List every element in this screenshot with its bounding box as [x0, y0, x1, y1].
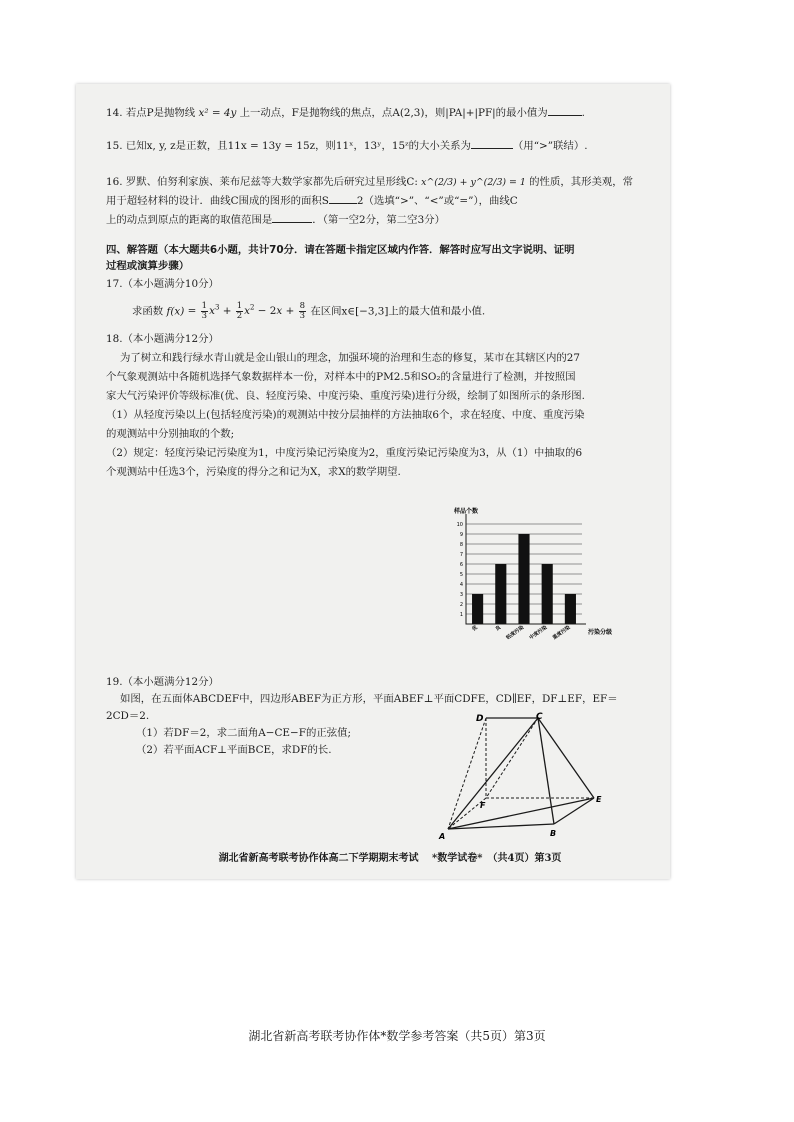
y-tick-label: 4 [459, 582, 463, 588]
question-18: 18.（本小题满分12分） 为了树立和践行绿水青山就是金山银山的理念，加强环境的治理和生态的修复，某市在其辖区内的27 个气象观测站中各随机选择气象数据样本一份，对样本中的PM2.5和SO₂的含量进行了检测，并按照国 家大气污染评价等级标准(优、良、轻度污染、中度污染、重度污染)进行分级，绘制了如图所示的条形图. （1）从轻度污染以上(包括轻度污染)的观测站中按分层抽样的方法抽取6个，求在轻度、中度、重度污染 的观测站中分别抽取的个数; （2）规定：轻度污染记污染度为1，中度污染记污染度为2，重度污染记污染度为3，从（1）中抽取的6 个观测站中任选3个，污染度的得分之和记为X，求X的数学期望. [106, 333, 585, 478]
y-tick-label: 10 [456, 522, 463, 528]
y-tick-label: 9 [459, 532, 463, 538]
y-tick-label: 6 [459, 562, 463, 568]
x-tick-label: 中度污染 [528, 624, 549, 642]
vertex-label-b: B [550, 829, 557, 838]
vertex-label-a: A [439, 832, 446, 841]
answer-blank [548, 105, 582, 116]
bar-3 [518, 534, 529, 624]
question-text: 用于超轻材料的设计．曲线C围成的图形的面积S [106, 195, 329, 207]
question-19: 19.（本小题满分12分） 如图，在五面体ABCDEF中，四边形ABEF为正方形，平面ABEF⊥平面CDFE，CD∥EF，DF⊥EF，EF＝ 2CD＝2. （1）若DF＝2，求二面角A−CE−F的正弦值; （2）若平面ACF⊥平面BCE，求DF的长. [106, 676, 618, 756]
vertex-label-c: C [536, 712, 543, 722]
pentahedron-figure [430, 706, 620, 846]
question-number: 14. [106, 107, 123, 119]
scan-footer: 湖北省新高考联考协作体高二下学期期末考试 *数学试卷* （共4页）第3页 [218, 853, 562, 864]
points-label: （本小题满分12分） [122, 676, 219, 688]
x-axis-label: 污染分级 [588, 629, 613, 636]
points-label: （本小题满分10分） [122, 278, 219, 290]
question-17: 17.（本小题满分10分） 求函数 f(x) = $\frac{1}{3}$ $x^3$ + $\frac{1}{2}$ $x^2 - 2x$ + $\frac{8}{3}$ 在区间x∈[−3,3]上的最大值和最小值. [106, 278, 486, 321]
question-16: 16. 罗默、伯努利家族、莱布尼兹等大数学家都先后研究过星形线C: x^(2/3) + y^(2/3) = 1 的性质，其形美观，常 用于超轻材料的设计．曲线C围成的图形的面积S 2（选填“>”、“<”或“=”），曲线C 上的动点到原点的距离的取值范围是 ．（第一空2分，第二空3分） [106, 176, 634, 226]
question-15 [106, 137, 636, 156]
parabola-equation: x² = 4y [198, 107, 237, 119]
function-expression: = $\frac{1}{3}$ $x^3$ + $\frac{1}{2}$ $x^2 - 2x$ + $\frac{8}{3}$ [187, 300, 306, 321]
section-heading: 四、解答题（本大题共6小题，共计70分．请在答题卡指定区域内作答．解答时应写出文字说明、证明 过程或演算步骤） [106, 244, 575, 272]
astroid-equation: x^(2/3) + y^(2/3) = 1 [421, 177, 526, 188]
vertex-label-f: F [480, 801, 486, 810]
vertex-label-e: E [596, 795, 602, 804]
bar-chart [440, 506, 620, 651]
answer-blank [471, 138, 513, 149]
y-tick-label: 5 [459, 572, 463, 578]
page-footer: 湖北省新高考联考协作体*数学参考答案（共5页）第3页 [248, 1029, 546, 1043]
y-tick-label: 3 [459, 592, 463, 598]
function-name: f(x) [166, 305, 185, 318]
x-tick-label: 轻度污染 [505, 624, 526, 642]
points-label: （本小题满分12分） [122, 333, 219, 345]
question-number: 16. [106, 176, 123, 188]
y-tick-label: 2 [459, 602, 463, 608]
answer-blank-2 [272, 212, 312, 223]
question-text: 已知x, y, z是正数，且11x = 13y = 15z，则11ˣ，13ʸ，15ᶻ的大小关系为 [125, 140, 471, 152]
question-number: 15. [106, 140, 123, 152]
bar-2 [495, 564, 506, 624]
x-tick-label: 优 [471, 624, 479, 633]
y-tick-label: 7 [459, 552, 463, 558]
answer-blank-1 [329, 193, 357, 204]
y-tick-label: 8 [459, 542, 463, 548]
y-tick-label: 1 [459, 612, 463, 618]
question-text: 若点P是抛物线 [125, 107, 196, 119]
bar-5 [565, 594, 576, 624]
question-14: 14. 若点P是抛物线 x² = 4y 上一动点，F是抛物线的焦点，点A(2,3)，则|PA|+|PF|的最小值为 . [106, 107, 585, 119]
x-tick-label: 良 [494, 624, 502, 633]
question-text: 上的动点到原点的距离的取值范围是 [106, 214, 273, 226]
bar-1 [472, 594, 483, 624]
question-hint: （用“>”联结）. [512, 140, 588, 152]
vertex-label-d: D [476, 714, 484, 724]
question-text: 罗默、伯努利家族、莱布尼兹等大数学家都先后研究过星形线C: [125, 176, 418, 188]
x-tick-label: 重度污染 [551, 624, 572, 642]
question-text: 上一动点，F是抛物线的焦点，点A(2,3)，则|PA|+|PF|的最小值为 [239, 107, 548, 119]
y-axis-label: 样品个数 [454, 508, 479, 515]
bar-4 [542, 564, 553, 624]
